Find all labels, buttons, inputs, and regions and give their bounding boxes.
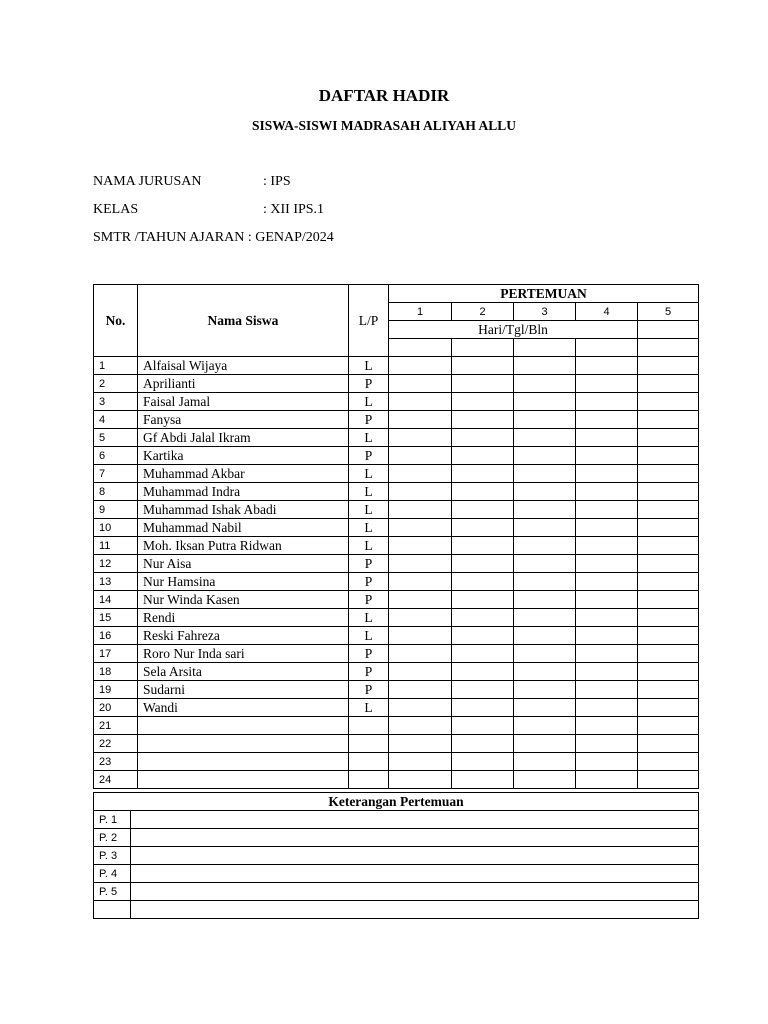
attendance-cell[interactable] xyxy=(452,393,514,411)
row-number: 19 xyxy=(94,681,138,699)
attendance-cell[interactable] xyxy=(452,357,514,375)
attendance-cell[interactable] xyxy=(576,519,638,537)
attendance-cell[interactable] xyxy=(389,411,452,429)
attendance-cell[interactable] xyxy=(638,375,699,393)
attendance-cell[interactable] xyxy=(389,465,452,483)
row-number: 5 xyxy=(94,429,138,447)
keterangan-label: P. 5 xyxy=(94,883,131,901)
attendance-cell[interactable] xyxy=(452,447,514,465)
attendance-cell[interactable] xyxy=(576,375,638,393)
attendance-cell[interactable] xyxy=(576,591,638,609)
attendance-cell[interactable] xyxy=(452,411,514,429)
document-subtitle: SISWA-SISWI MADRASAH ALIYAH ALLU xyxy=(252,118,516,133)
row-number: 12 xyxy=(94,555,138,573)
student-name: Nur Aisa xyxy=(138,555,349,573)
attendance-cell[interactable] xyxy=(576,681,638,699)
table-row xyxy=(94,735,699,753)
student-name: Muhammad Ishak Abadi xyxy=(138,501,349,519)
attendance-cell[interactable] xyxy=(638,645,699,663)
keterangan-label: P. 3 xyxy=(94,847,131,865)
student-gender: L xyxy=(349,699,389,717)
attendance-cell[interactable] xyxy=(576,411,638,429)
attendance-cell[interactable] xyxy=(638,555,699,573)
attendance-cell[interactable] xyxy=(514,591,576,609)
attendance-cell[interactable] xyxy=(514,645,576,663)
table-row xyxy=(94,753,699,771)
student-name: Roro Nur Inda sari xyxy=(138,645,349,663)
student-name: Muhammad Indra xyxy=(138,483,349,501)
attendance-cell[interactable] xyxy=(576,699,638,717)
attendance-cell[interactable] xyxy=(576,735,638,753)
keterangan-label: P. 4 xyxy=(94,865,131,883)
student-name: Wandi xyxy=(138,699,349,717)
table-row xyxy=(94,411,699,429)
date-entry-cell[interactable] xyxy=(452,339,514,357)
attendance-cell[interactable] xyxy=(638,519,699,537)
attendance-cell[interactable] xyxy=(389,537,452,555)
attendance-cell[interactable] xyxy=(389,483,452,501)
attendance-cell[interactable] xyxy=(638,483,699,501)
info-semester-label: SMTR /TAHUN AJARAN xyxy=(93,230,245,245)
attendance-cell[interactable] xyxy=(514,627,576,645)
date-cell[interactable] xyxy=(638,321,699,339)
info-kelas xyxy=(93,202,324,218)
attendance-cell[interactable] xyxy=(452,591,514,609)
table-row xyxy=(94,375,699,393)
row-number: 9 xyxy=(94,501,138,519)
row-number: 17 xyxy=(94,645,138,663)
header-pertemuan: PERTEMUAN xyxy=(389,285,699,303)
row-number: 6 xyxy=(94,447,138,465)
row-number: 20 xyxy=(94,699,138,717)
student-gender: P xyxy=(349,411,389,429)
keterangan-table xyxy=(93,792,699,919)
keterangan-note-cell[interactable] xyxy=(131,865,699,883)
attendance-cell[interactable] xyxy=(514,609,576,627)
attendance-cell[interactable] xyxy=(389,771,452,789)
attendance-cell[interactable] xyxy=(638,699,699,717)
student-gender xyxy=(349,717,389,735)
header-no: No. xyxy=(94,285,138,357)
attendance-cell[interactable] xyxy=(576,771,638,789)
attendance-cell[interactable] xyxy=(389,735,452,753)
header-nama-siswa: Nama Siswa xyxy=(138,285,349,357)
attendance-cell[interactable] xyxy=(576,465,638,483)
info-semester-value: : GENAP/2024 xyxy=(247,230,334,245)
attendance-cell[interactable] xyxy=(452,699,514,717)
attendance-cell[interactable] xyxy=(389,645,452,663)
date-entry-cell[interactable] xyxy=(514,339,576,357)
table-row xyxy=(94,519,699,537)
attendance-cell[interactable] xyxy=(576,609,638,627)
document-title: DAFTAR HADIR xyxy=(318,86,450,105)
student-gender: P xyxy=(349,573,389,591)
row-number: 3 xyxy=(94,393,138,411)
attendance-cell[interactable] xyxy=(514,375,576,393)
table-row xyxy=(94,555,699,573)
info-jurusan-label: NAMA JURUSAN xyxy=(93,174,202,189)
attendance-cell[interactable] xyxy=(576,393,638,411)
student-name: Nur Winda Kasen xyxy=(138,591,349,609)
table-row xyxy=(94,645,699,663)
attendance-cell[interactable] xyxy=(514,465,576,483)
attendance-cell[interactable] xyxy=(389,429,452,447)
attendance-cell[interactable] xyxy=(452,681,514,699)
table-row xyxy=(94,465,699,483)
attendance-cell[interactable] xyxy=(638,717,699,735)
attendance-cell[interactable] xyxy=(576,483,638,501)
keterangan-note-cell[interactable] xyxy=(131,829,699,847)
attendance-cell[interactable] xyxy=(514,663,576,681)
row-number: 21 xyxy=(94,717,138,735)
row-number: 24 xyxy=(94,771,138,789)
table-row xyxy=(94,627,699,645)
attendance-cell[interactable] xyxy=(638,681,699,699)
info-kelas-label: KELAS xyxy=(93,202,139,217)
attendance-cell[interactable] xyxy=(638,411,699,429)
table-row xyxy=(94,483,699,501)
date-entry-cell[interactable] xyxy=(638,339,699,357)
attendance-cell[interactable] xyxy=(638,465,699,483)
student-gender: L xyxy=(349,501,389,519)
meeting-number: 3 xyxy=(514,303,576,321)
student-name: Muhammad Akbar xyxy=(138,465,349,483)
attendance-cell[interactable] xyxy=(638,447,699,465)
row-number: 13 xyxy=(94,573,138,591)
attendance-cell[interactable] xyxy=(514,735,576,753)
attendance-cell[interactable] xyxy=(576,663,638,681)
row-number: 11 xyxy=(94,537,138,555)
student-name: Muhammad Nabil xyxy=(138,519,349,537)
student-gender: L xyxy=(349,627,389,645)
student-gender: P xyxy=(349,645,389,663)
attendance-cell[interactable] xyxy=(452,429,514,447)
keterangan-note-cell[interactable] xyxy=(131,901,699,919)
student-name: Faisal Jamal xyxy=(138,393,349,411)
table-row xyxy=(94,591,699,609)
header-lp: L/P xyxy=(349,285,389,357)
attendance-cell[interactable] xyxy=(514,717,576,735)
meeting-number: 4 xyxy=(576,303,638,321)
student-gender: P xyxy=(349,447,389,465)
student-gender: L xyxy=(349,609,389,627)
table-row xyxy=(94,699,699,717)
attendance-cell[interactable] xyxy=(452,375,514,393)
attendance-cell[interactable] xyxy=(576,537,638,555)
attendance-cell[interactable] xyxy=(638,501,699,519)
attendance-cell[interactable] xyxy=(452,537,514,555)
attendance-cell[interactable] xyxy=(452,609,514,627)
attendance-cell[interactable] xyxy=(452,501,514,519)
attendance-cell[interactable] xyxy=(389,717,452,735)
keterangan-title: Keterangan Pertemuan xyxy=(94,793,699,811)
attendance-table xyxy=(93,284,699,789)
student-name: Nur Hamsina xyxy=(138,573,349,591)
student-name xyxy=(138,735,349,753)
attendance-cell[interactable] xyxy=(452,753,514,771)
student-name: Sela Arsita xyxy=(138,663,349,681)
keterangan-note-cell[interactable] xyxy=(131,811,699,829)
student-gender: P xyxy=(349,591,389,609)
table-row xyxy=(94,663,699,681)
meeting-number: 2 xyxy=(452,303,514,321)
student-gender: P xyxy=(349,681,389,699)
keterangan-note-cell[interactable] xyxy=(131,847,699,865)
attendance-cell[interactable] xyxy=(389,357,452,375)
attendance-cell[interactable] xyxy=(389,375,452,393)
attendance-cell[interactable] xyxy=(514,501,576,519)
row-number: 18 xyxy=(94,663,138,681)
attendance-cell[interactable] xyxy=(576,753,638,771)
student-gender: L xyxy=(349,429,389,447)
table-row xyxy=(94,609,699,627)
attendance-cell[interactable] xyxy=(514,483,576,501)
student-name: Fanysa xyxy=(138,411,349,429)
header-hari-tgl-bln: Hari/Tgl/Bln xyxy=(389,321,638,339)
attendance-cell[interactable] xyxy=(576,645,638,663)
attendance-cell[interactable] xyxy=(389,699,452,717)
student-name: Gf Abdi Jalal Ikram xyxy=(138,429,349,447)
student-rows xyxy=(94,357,699,789)
keterangan-note-cell[interactable] xyxy=(131,883,699,901)
attendance-cell[interactable] xyxy=(452,573,514,591)
student-gender: P xyxy=(349,555,389,573)
attendance-cell[interactable] xyxy=(452,627,514,645)
row-number: 4 xyxy=(94,411,138,429)
attendance-cell[interactable] xyxy=(576,357,638,375)
attendance-cell[interactable] xyxy=(638,537,699,555)
attendance-cell[interactable] xyxy=(452,483,514,501)
attendance-cell[interactable] xyxy=(452,519,514,537)
meeting-number: 5 xyxy=(638,303,699,321)
student-name: Alfaisal Wijaya xyxy=(138,357,349,375)
student-gender: L xyxy=(349,537,389,555)
attendance-cell[interactable] xyxy=(452,645,514,663)
info-jurusan-value: : IPS xyxy=(263,174,291,189)
student-gender: L xyxy=(349,357,389,375)
table-row xyxy=(94,501,699,519)
student-name: Reski Fahreza xyxy=(138,627,349,645)
attendance-cell[interactable] xyxy=(576,717,638,735)
row-number: 23 xyxy=(94,753,138,771)
attendance-cell[interactable] xyxy=(452,771,514,789)
student-name: Rendi xyxy=(138,609,349,627)
table-row xyxy=(94,537,699,555)
info-kelas-value: : XII IPS.1 xyxy=(263,202,325,217)
student-name: Aprilianti xyxy=(138,375,349,393)
student-gender: L xyxy=(349,465,389,483)
attendance-cell[interactable] xyxy=(452,465,514,483)
keterangan-row xyxy=(94,847,699,865)
attendance-cell[interactable] xyxy=(638,735,699,753)
attendance-cell[interactable] xyxy=(514,573,576,591)
student-gender xyxy=(349,771,389,789)
attendance-cell[interactable] xyxy=(576,555,638,573)
table-row xyxy=(94,573,699,591)
attendance-cell[interactable] xyxy=(576,627,638,645)
attendance-cell[interactable] xyxy=(389,627,452,645)
student-name xyxy=(138,717,349,735)
student-name: Moh. Iksan Putra Ridwan xyxy=(138,537,349,555)
table-row xyxy=(94,681,699,699)
table-row xyxy=(94,393,699,411)
attendance-cell[interactable] xyxy=(389,519,452,537)
attendance-cell[interactable] xyxy=(638,627,699,645)
keterangan-row xyxy=(94,901,699,919)
student-name: Kartika xyxy=(138,447,349,465)
date-entry-cell[interactable] xyxy=(389,339,452,357)
attendance-cell[interactable] xyxy=(514,555,576,573)
attendance-cell[interactable] xyxy=(638,771,699,789)
attendance-cell[interactable] xyxy=(638,663,699,681)
row-number: 14 xyxy=(94,591,138,609)
student-gender: L xyxy=(349,393,389,411)
attendance-cell[interactable] xyxy=(389,393,452,411)
attendance-cell[interactable] xyxy=(576,429,638,447)
keterangan-row xyxy=(94,865,699,883)
attendance-cell[interactable] xyxy=(638,573,699,591)
attendance-cell[interactable] xyxy=(638,753,699,771)
table-row xyxy=(94,771,699,789)
attendance-cell[interactable] xyxy=(389,591,452,609)
attendance-cell[interactable] xyxy=(389,663,452,681)
keterangan-label: P. 1 xyxy=(94,811,131,829)
attendance-cell[interactable] xyxy=(514,429,576,447)
table-row xyxy=(94,717,699,735)
attendance-cell[interactable] xyxy=(389,753,452,771)
student-name xyxy=(138,771,349,789)
attendance-cell[interactable] xyxy=(514,357,576,375)
attendance-cell[interactable] xyxy=(638,393,699,411)
attendance-cell[interactable] xyxy=(576,501,638,519)
table-row xyxy=(94,429,699,447)
row-number: 22 xyxy=(94,735,138,753)
attendance-cell[interactable] xyxy=(452,555,514,573)
attendance-cell[interactable] xyxy=(576,447,638,465)
attendance-cell[interactable] xyxy=(514,411,576,429)
date-entry-cell[interactable] xyxy=(576,339,638,357)
student-gender: P xyxy=(349,375,389,393)
keterangan-row xyxy=(94,883,699,901)
student-gender: L xyxy=(349,519,389,537)
row-number: 15 xyxy=(94,609,138,627)
info-jurusan xyxy=(93,174,291,190)
attendance-cell[interactable] xyxy=(638,591,699,609)
attendance-cell[interactable] xyxy=(638,429,699,447)
attendance-table-header xyxy=(94,285,699,357)
attendance-cell[interactable] xyxy=(514,681,576,699)
attendance-cell[interactable] xyxy=(514,771,576,789)
student-name xyxy=(138,753,349,771)
attendance-cell[interactable] xyxy=(514,519,576,537)
attendance-cell[interactable] xyxy=(389,555,452,573)
info-semester xyxy=(93,230,334,246)
row-number: 10 xyxy=(94,519,138,537)
meeting-number: 1 xyxy=(389,303,452,321)
row-number: 8 xyxy=(94,483,138,501)
keterangan-row xyxy=(94,811,699,829)
row-number: 2 xyxy=(94,375,138,393)
student-gender xyxy=(349,735,389,753)
attendance-cell[interactable] xyxy=(452,663,514,681)
student-gender xyxy=(349,753,389,771)
attendance-cell[interactable] xyxy=(389,681,452,699)
attendance-cell[interactable] xyxy=(389,609,452,627)
attendance-cell[interactable] xyxy=(389,501,452,519)
attendance-cell[interactable] xyxy=(389,573,452,591)
attendance-cell[interactable] xyxy=(638,609,699,627)
student-name: Sudarni xyxy=(138,681,349,699)
attendance-cell[interactable] xyxy=(452,717,514,735)
student-gender: P xyxy=(349,663,389,681)
attendance-cell[interactable] xyxy=(514,699,576,717)
attendance-cell[interactable] xyxy=(452,735,514,753)
attendance-cell[interactable] xyxy=(389,447,452,465)
row-number: 1 xyxy=(94,357,138,375)
table-row xyxy=(94,447,699,465)
attendance-cell[interactable] xyxy=(514,537,576,555)
attendance-cell[interactable] xyxy=(514,393,576,411)
row-number: 7 xyxy=(94,465,138,483)
attendance-cell[interactable] xyxy=(638,357,699,375)
student-gender: L xyxy=(349,483,389,501)
table-row xyxy=(94,357,699,375)
keterangan-label xyxy=(94,901,131,919)
attendance-cell[interactable] xyxy=(576,573,638,591)
keterangan-label: P. 2 xyxy=(94,829,131,847)
attendance-cell[interactable] xyxy=(514,753,576,771)
row-number: 16 xyxy=(94,627,138,645)
keterangan-row xyxy=(94,829,699,847)
attendance-cell[interactable] xyxy=(514,447,576,465)
